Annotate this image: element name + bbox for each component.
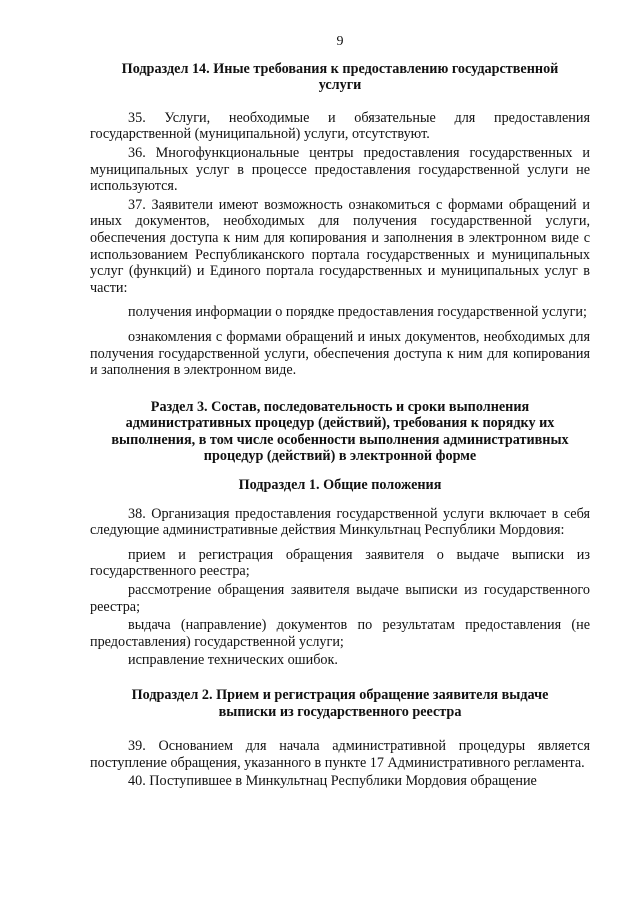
paragraph-39: 39. Основанием для начала административной процедуры является поступление обращения, указанного в пункте 17 Административного регламента. <box>90 738 590 771</box>
document-page <box>90 34 590 790</box>
section-3-title: Раздел 3. Состав, последовательность и сроки выполнения административных процедур (действий), требования к порядку их выполнения, в том числе особенности выполнения административных процедур (действий) в электронной форме <box>111 398 569 465</box>
paragraph-40: 40. Поступившее в Минкультнац Республики Мордовия обращение <box>128 773 537 790</box>
paragraph-38: 38. Организация предоставления государственной услуги включает в себя следующие административные действия Минкультнац Республики Мордовия: <box>90 505 590 539</box>
paragraph-37-item-forms: ознакомления с формами обращений и иных документов, необходимых для получения государственной услуги, обеспечения доступа к ним для копирования и заполнения в электронном виде. <box>90 328 590 379</box>
paragraph-37-item-info: получения информации о порядке предоставления государственной услуги; <box>128 304 587 321</box>
page-number: 9 <box>336 34 344 49</box>
paragraph-38-item-issuance: выдача (направление) документов по результатам предоставления (не предоставления) государственной услуги; <box>90 617 590 650</box>
paragraph-35: 35. Услуги, необходимые и обязательные для предоставления государственной (муниципальной) услуги, отсутствуют. <box>90 109 590 143</box>
paragraph-37: 37. Заявители имеют возможность ознакомиться с формами обращений и иных документов, необходимых для получения государственной услуги, обеспечения доступа к ним для копирования и заполнения в электронном виде с использованием Республиканского портала государственных и муниципальных услуг (функций) и Единого портала государственных и муниципальных услуг в части: <box>90 196 590 296</box>
paragraph-36: 36. Многофункциональные центры предоставления государственных и муниципальных услуг в процессе предоставления государственной услуги не используются. <box>90 144 590 195</box>
paragraph-38-item-reception: прием и регистрация обращения заявителя о выдаче выписки из государственного реестра; <box>90 546 590 580</box>
subsection-2-title: Подраздел 2. Прием и регистрация обращение заявителя выдаче выписки из государственного реестра <box>131 687 549 720</box>
paragraph-38-item-corrections: исправление технических ошибок. <box>128 652 338 669</box>
paragraph-38-item-review: рассмотрение обращения заявителя выдаче выписки из государственного реестра; <box>90 582 590 615</box>
subsection-14-title: Подраздел 14. Иные требования к предоставлению государственной услуги <box>121 60 559 94</box>
subsection-1-title: Подраздел 1. Общие положения <box>238 477 442 494</box>
